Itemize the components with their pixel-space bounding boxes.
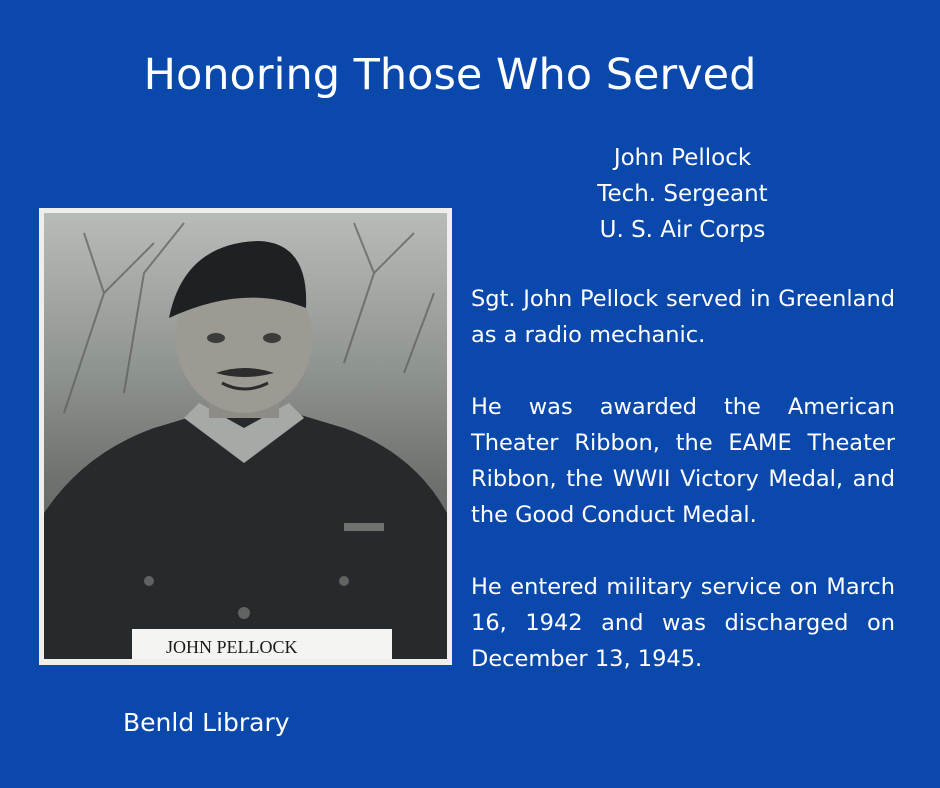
- portrait-image: [44, 213, 447, 659]
- bio-paragraph-service: Sgt. John Pellock served in Greenland as a radio mechanic.: [471, 286, 895, 348]
- bio-paragraph-awards: He was awarded the American Theater Ribbon, the EAME Theater Ribbon, the WWII Victory Medal, and the Good Conduct Medal.: [471, 394, 895, 528]
- service-member-info: [560, 140, 805, 248]
- member-name: John Pellock: [613, 145, 752, 171]
- bio-paragraph-dates: He entered military service on March 16, 1942 and was discharged on December 13, 1945.: [471, 574, 895, 672]
- portrait-photo: [39, 208, 452, 665]
- member-branch: U. S. Air Corps: [599, 217, 766, 243]
- page-title: Honoring Those Who Served: [143, 50, 757, 100]
- library-credit: Benld Library: [123, 708, 290, 737]
- portrait-illustration: [44, 213, 447, 659]
- photo-caption: JOHN PELLOCK: [132, 629, 392, 659]
- member-rank: Tech. Sergeant: [597, 181, 768, 207]
- biography: [471, 281, 895, 713]
